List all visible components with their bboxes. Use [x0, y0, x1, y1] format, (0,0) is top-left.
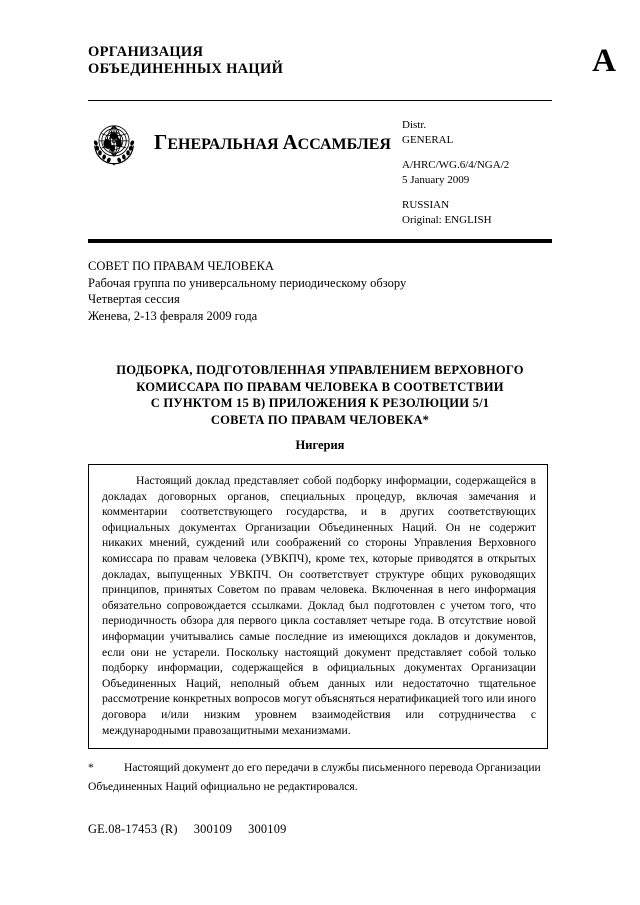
council-block	[88, 258, 406, 324]
footer-number-1: 300109	[193, 822, 233, 836]
council-name: СОВЕТ ПО ПРАВАМ ЧЕЛОВЕКА	[88, 259, 274, 273]
assembly-title	[154, 130, 391, 155]
distr-value: GENERAL	[402, 133, 454, 146]
masthead	[88, 44, 618, 78]
footer-code-value: GE.08-17453 (R)	[88, 822, 178, 836]
assembly-title-rest2: ССАМБЛЕЯ	[297, 136, 391, 153]
assembly-title-g: Г	[154, 130, 168, 154]
organization-name-line1: ОРГАНИЗАЦИЯ	[88, 44, 204, 60]
distribution-block	[402, 116, 552, 227]
document-series-symbol: A	[592, 43, 616, 79]
working-group-name: Рабочая группа по универсальному периодическому обзору	[88, 275, 407, 290]
document-language: RUSSIAN	[402, 199, 450, 211]
report-title-line4: СОВЕТА ПО ПРАВАМ ЧЕЛОВЕКА*	[210, 412, 430, 427]
session-location-date: Женева, 2-13 февраля 2009 года	[88, 308, 258, 323]
report-title-line3: С ПУНКТОМ 15 B) ПРИЛОЖЕНИЯ К РЕЗОЛЮЦИИ 5/1	[150, 396, 490, 410]
organization-name-line2: ОБЪЕДИНЕННЫХ НАЦИЙ	[88, 61, 284, 77]
report-title	[88, 362, 552, 428]
header-divider-thick	[88, 239, 552, 243]
footer-document-code	[88, 822, 286, 837]
country-name: Нигерия	[295, 438, 345, 452]
abstract-box	[88, 464, 548, 749]
distr-spacer-2	[402, 187, 552, 198]
organization-name	[88, 44, 283, 78]
assembly-title-a: А	[282, 130, 298, 154]
footer-number-2: 300109	[248, 822, 287, 836]
document-date: 5 January 2009	[402, 173, 470, 186]
header-divider-thin	[88, 100, 552, 101]
abstract-text: Настоящий доклад представляет собой подборку информации, содержащейся в докладах договорных органов, специальных процедур, включая замечания и комментарии соответствующего государства, и в других соответствующих официальных документах Организации Объединенных Наций. Он не содержит никаких мнений, суждений или соображений со стороны Управления Верховного комиссара по правам человека (УВКПЧ), кроме тех, которые приводятся в открытых докладах, выпущенных УВКПЧ. Он соответствует структуре общих руководящих принципов, принятых Советом по правам человека. Включенная в него информация обязательно сопровождается ссылками. Доклад был подготовлен с учетом того, что периодичность обзора для первого цикла составляет четыре года. В отсутствие новой информации учитывались самые последние из имеющихся докладов и документов, если они не устарели. Поскольку настоящий документ представляет собой только подборку информации, содержащейся в официальных документах Организации Объединенных Наций, неполный объем данных или недостаточно тщательное рассмотрение конкретных вопросов могут объясняться нератификацией того или иного договора и/или низким уровнем взаимодействия или сотрудничества с международными правозащитными механизмами.	[102, 474, 536, 737]
session-number: Четвертая сессия	[88, 292, 180, 306]
un-emblem-icon	[88, 118, 140, 170]
footnote-marker: *	[88, 761, 94, 774]
document-symbol: A/HRC/WG.6/4/NGA/2	[402, 159, 510, 171]
footnote-text: Настоящий документ до его передачи в службы письменного перевода Организации Объединенных Наций официально не редактировался.	[88, 761, 541, 793]
document-original-language: Original: ENGLISH	[402, 213, 492, 226]
distr-label: Distr.	[402, 119, 427, 131]
report-title-line1: ПОДБОРКА, ПОДГОТОВЛЕННАЯ УПРАВЛЕНИЕМ ВЕРХОВНОГО	[116, 363, 524, 377]
distr-spacer-1	[402, 147, 552, 158]
footnote	[88, 758, 553, 796]
assembly-band	[88, 116, 552, 227]
footnote-separator	[88, 748, 210, 749]
assembly-title-rest1: ЕНЕРАЛЬНАЯ	[167, 136, 283, 153]
report-title-line2: КОМИССАРА ПО ПРАВАМ ЧЕЛОВЕКА В СООТВЕТСТВИИ	[136, 379, 504, 394]
